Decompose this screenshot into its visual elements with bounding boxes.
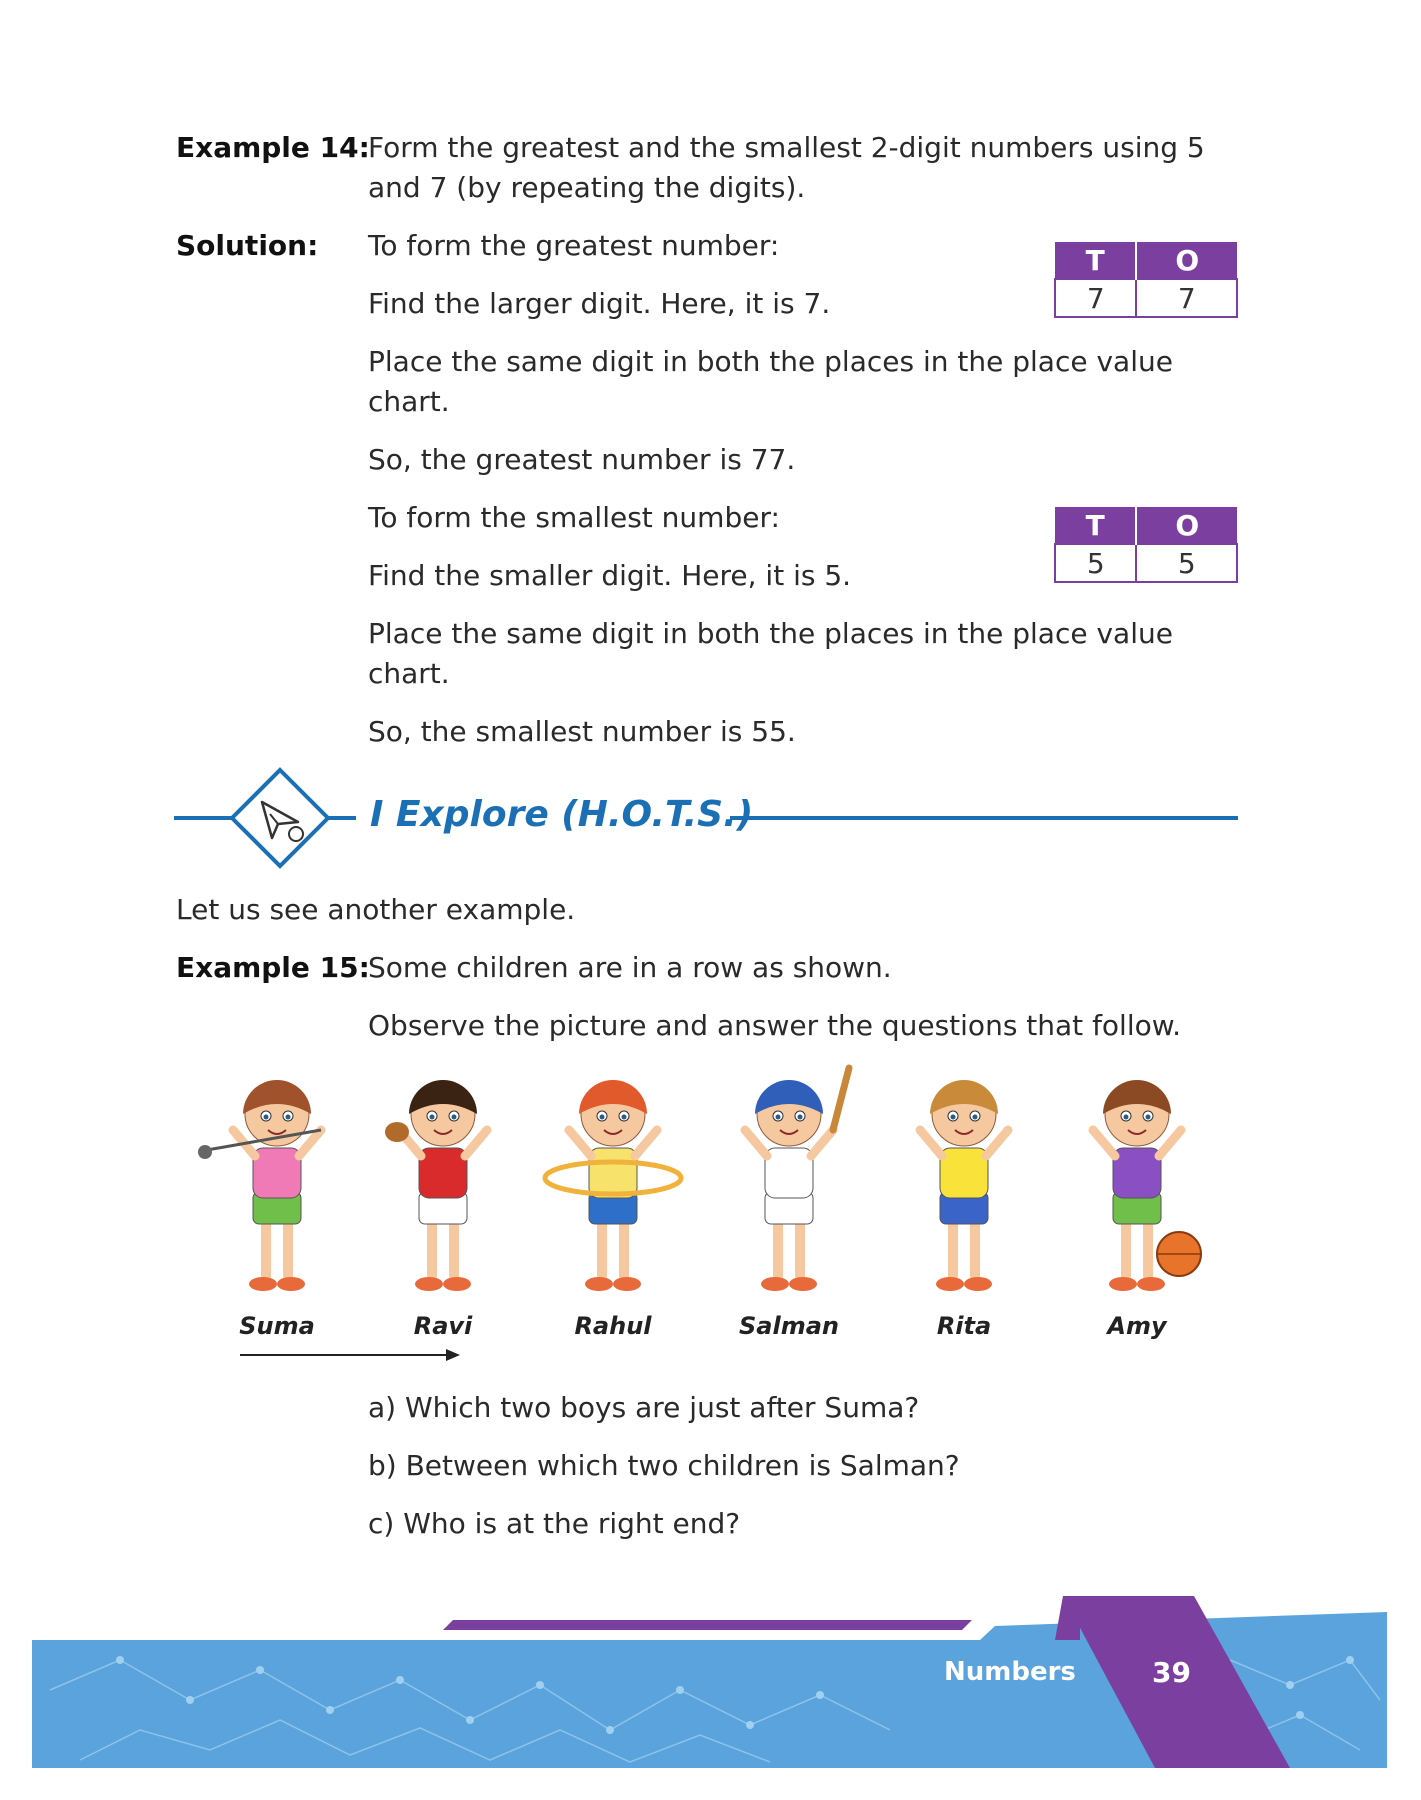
question-a: a) Which two boys are just after Suma?	[368, 1391, 920, 1424]
example15-line2: Observe the picture and answer the questions that follow.	[368, 1009, 1181, 1042]
place-same-2-line2: chart.	[368, 657, 450, 690]
place-same-1-line2: chart.	[368, 385, 450, 418]
baseball-bat-icon	[833, 1068, 849, 1130]
explore-title: I Explore (H.O.T.S.)	[370, 794, 754, 835]
table-header-tens: T	[1055, 242, 1136, 279]
baseball-glove-icon	[385, 1122, 409, 1142]
child-name-rahul: Rahul	[574, 1312, 652, 1340]
table-cell-tens: 7	[1055, 279, 1136, 317]
place-value-table-smallest	[1054, 507, 1238, 583]
table-cell-ones: 5	[1136, 544, 1237, 582]
explore-diamond	[232, 770, 328, 866]
table-cell-ones: 7	[1136, 279, 1237, 317]
footer-purple-stripe	[443, 1620, 972, 1630]
direction-arrow-icon	[238, 1345, 464, 1365]
smallest-result: So, the smallest number is 55.	[368, 715, 796, 748]
page-number: 39	[1152, 1656, 1191, 1689]
child-figure-suma	[198, 1080, 321, 1291]
solution-label: Solution:	[176, 229, 319, 262]
child-name-salman: Salman	[739, 1312, 839, 1340]
child-figure-ravi	[385, 1080, 487, 1291]
footer-band	[0, 1590, 1421, 1800]
place-value-table-greatest	[1054, 242, 1238, 318]
question-c: c) Who is at the right end?	[368, 1507, 741, 1540]
children-illustration	[180, 1060, 1230, 1310]
table-header-tens: T	[1055, 507, 1136, 544]
example14-label: Example 14:	[176, 131, 370, 164]
example14-line1: Form the greatest and the smallest 2-digit numbers using 5	[368, 131, 1205, 164]
example15-line1: Some children are in a row as shown.	[368, 951, 892, 984]
footer-chapter-label: Numbers	[944, 1657, 1076, 1687]
child-figure-amy	[1093, 1080, 1201, 1291]
table-header-ones: O	[1136, 507, 1237, 544]
table-cell-tens: 5	[1055, 544, 1136, 582]
child-figure-rahul	[545, 1080, 681, 1291]
child-figure-salman	[745, 1068, 849, 1291]
child-name-amy: Amy	[1107, 1312, 1167, 1340]
table-header-ones: O	[1136, 242, 1237, 279]
child-name-ravi: Ravi	[413, 1312, 473, 1340]
child-name-suma: Suma	[239, 1312, 315, 1340]
example14-line2: and 7 (by repeating the digits).	[368, 171, 806, 204]
place-same-1-line1: Place the same digit in both the places in the place value	[368, 345, 1173, 378]
question-b: b) Between which two children is Salman?	[368, 1449, 960, 1482]
example15-label: Example 15:	[176, 951, 370, 984]
intro-text: Let us see another example.	[176, 893, 576, 926]
greatest-intro: To form the greatest number:	[368, 229, 780, 262]
child-figure-rita	[920, 1080, 1008, 1291]
child-name-rita: Rita	[936, 1312, 992, 1340]
smallest-intro: To form the smallest number:	[368, 501, 780, 534]
find-larger: Find the larger digit. Here, it is 7.	[368, 287, 831, 320]
greatest-result: So, the greatest number is 77.	[368, 443, 796, 476]
place-same-2-line1: Place the same digit in both the places in the place value	[368, 617, 1173, 650]
find-smaller: Find the smaller digit. Here, it is 5.	[368, 559, 852, 592]
